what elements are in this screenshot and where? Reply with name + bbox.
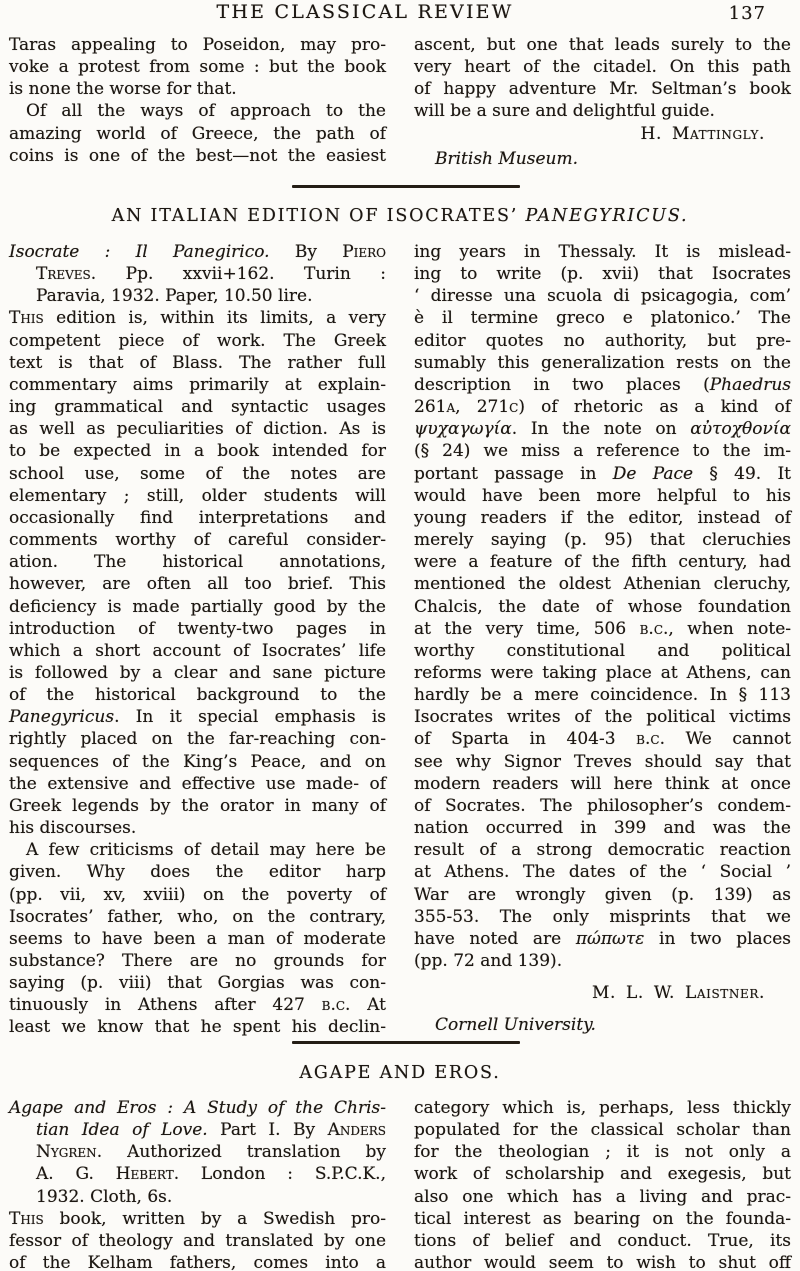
text-line: sequences of the King’s Peace, and on bbox=[9, 751, 386, 772]
text-line: have noted are πώπωτε in two places bbox=[414, 928, 791, 949]
signature-line: H. Mattingly. bbox=[640, 123, 765, 144]
text-line: sumably this generalization rests on the bbox=[414, 352, 791, 373]
text-line: of Socrates. The philosopher’s condem- bbox=[414, 795, 791, 816]
isocrates-review-left-column bbox=[9, 241, 386, 1039]
text-line: introduction of twenty-two pages in bbox=[9, 618, 386, 639]
text-line: for the theologian ; it is not only a bbox=[414, 1142, 791, 1163]
text-line: ‘ diresse una scuola di psicagogia, com’ bbox=[414, 286, 791, 307]
text-line: text is that of Blass. The rather full bbox=[9, 352, 386, 373]
text-line: ation. The historical annotations, bbox=[9, 552, 386, 573]
text-line: Nygren. Authorized translation by bbox=[36, 1142, 386, 1163]
text-line: as well as peculiarities of diction. As is bbox=[9, 419, 386, 440]
text-line: War are wrongly given (p. 139) as bbox=[414, 884, 791, 905]
text-line: Isocrates’ father, who, on the contrary, bbox=[9, 906, 386, 927]
text-line: ing years in Thessaly. It is mislead- bbox=[414, 242, 791, 262]
text-line: see why Signor Treves should say that bbox=[414, 751, 791, 772]
text-line: hardly be a mere coincidence. In § 113 bbox=[414, 685, 791, 706]
text-line: (§ 24) we miss a reference to the im- bbox=[414, 441, 791, 462]
text-line: voke a protest from some : but the book bbox=[9, 57, 386, 78]
text-line: tian Idea of Love. Part I. By Anders bbox=[36, 1120, 386, 1141]
affiliation-line: Cornell University. bbox=[435, 1015, 596, 1036]
text-line: commentary aims primarily at explain- bbox=[9, 374, 386, 395]
isocrates-review-right-column bbox=[414, 241, 791, 1036]
text-line: which a short account of Isocrates’ life bbox=[9, 640, 386, 661]
text-line: Isocrate : Il Panegirico. By Piero bbox=[9, 242, 387, 262]
text-line: ing to write (p. xvii) that Isocrates bbox=[414, 264, 791, 285]
text-line: modern readers will here think at once bbox=[414, 773, 791, 794]
text-line: rightly placed on the far-reaching con- bbox=[9, 729, 386, 750]
text-line: portant passage in De Pace § 49. It bbox=[414, 463, 791, 484]
text-line: fessor of theology and translated by one bbox=[9, 1230, 386, 1251]
text-line: to be expected in a book intended for bbox=[9, 441, 386, 462]
text-line: reforms were taking place at Athens, can bbox=[414, 662, 791, 683]
text-line: will be a sure and delightful guide. bbox=[414, 101, 715, 122]
text-line: amazing world of Greece, the path of bbox=[9, 123, 386, 144]
signature-line: M. L. W. Laistner. bbox=[591, 983, 765, 1004]
text-line: mentioned the oldest Athenian cleruchy, bbox=[414, 574, 791, 595]
text-line: Taras appealing to Poseidon, may pro- bbox=[9, 35, 386, 55]
text-line: were a feature of the fifth century, had bbox=[414, 552, 791, 573]
text-line: coins is one of the best—not the easiest bbox=[9, 145, 386, 166]
text-line: category which is, perhaps, less thickly bbox=[414, 1098, 791, 1118]
text-line: Greek legends by the orator in many of bbox=[9, 795, 386, 816]
text-line: This edition is, within its limits, a very bbox=[9, 308, 386, 329]
text-line: Panegyricus. In it special emphasis is bbox=[9, 707, 386, 728]
text-line: ing grammatical and syntactic usages bbox=[9, 397, 386, 418]
text-line: substance? There are no grounds for bbox=[9, 951, 386, 971]
text-line: saying (p. viii) that Gorgias was con- bbox=[9, 973, 386, 994]
section-heading-agape: AGAPE AND EROS. bbox=[299, 1063, 501, 1083]
text-line: nation occurred in 399 and was the bbox=[414, 818, 791, 839]
text-line: at Athens. The dates of the ‘ Social ’ bbox=[414, 862, 791, 883]
text-line: would have been more helpful to his bbox=[414, 485, 791, 506]
journal-title: THE CLASSICAL REVIEW bbox=[216, 1, 514, 23]
text-line: very heart of the citadel. On this path bbox=[414, 57, 791, 78]
agape-review-left-column bbox=[9, 1097, 386, 1271]
text-line: Agape and Eros : A Study of the Chris- bbox=[9, 1098, 386, 1118]
text-line: Of all the ways of approach to the bbox=[26, 101, 386, 122]
page-number: 137 bbox=[728, 3, 766, 24]
section-heading-isocrates: AN ITALIAN EDITION OF ISOCRATES’ PANEGYRICUS. bbox=[111, 206, 689, 226]
text-line: A few criticisms of detail may here be bbox=[26, 840, 386, 861]
text-line: of Sparta in 404-3 b.c. We cannot bbox=[414, 729, 791, 750]
text-line: (pp. vii, xv, xviii) on the poverty of bbox=[9, 884, 386, 905]
mattingly-review-left-column bbox=[9, 34, 386, 167]
mattingly-review-right-column bbox=[414, 34, 791, 170]
text-line: editor quotes no authority, but pre- bbox=[414, 330, 791, 351]
text-line: merely saying (p. 95) that cleruchies bbox=[414, 530, 791, 551]
text-line: elementary ; still, older students will bbox=[9, 485, 386, 506]
text-line: Paravia, 1932. Paper, 10.50 lire. bbox=[36, 286, 313, 307]
text-line: school use, some of the notes are bbox=[9, 463, 386, 484]
text-line: of the historical background to the bbox=[9, 685, 386, 706]
text-line: at the very time, 506 b.c., when note- bbox=[414, 618, 791, 639]
text-line: populated for the classical scholar than bbox=[414, 1120, 791, 1141]
text-line: is followed by a clear and sane picture bbox=[9, 662, 386, 683]
text-line: result of a strong democratic reaction bbox=[414, 840, 791, 861]
text-line: least we know that he spent his declin- bbox=[9, 1017, 386, 1038]
text-line: ascent, but one that leads surely to the bbox=[414, 35, 791, 55]
text-line: given. Why does the editor harp bbox=[9, 862, 386, 883]
text-line: of happy adventure Mr. Seltman’s book bbox=[414, 79, 791, 100]
text-line: is none the worse for that. bbox=[9, 79, 237, 100]
text-line: ψυχαγωγία. In the note on αὐτοχθονία bbox=[414, 419, 791, 440]
text-line: however, are often all too brief. This bbox=[9, 574, 386, 595]
text-line: work of scholarship and exegesis, but bbox=[414, 1164, 791, 1185]
agape-review-right-column bbox=[414, 1097, 791, 1271]
text-line: tical interest as bearing on the founda- bbox=[414, 1208, 791, 1229]
text-line: tions of belief and conduct. True, its bbox=[414, 1230, 791, 1251]
text-line: (pp. 72 and 139). bbox=[414, 951, 563, 971]
text-line: Treves. Pp. xxvii+162. Turin : bbox=[36, 264, 386, 285]
section-divider-rule bbox=[292, 1041, 520, 1044]
text-line: competent piece of work. The Greek bbox=[9, 330, 386, 351]
text-line: 355-53. The only misprints that we bbox=[414, 906, 791, 927]
text-line: Chalcis, the date of whose foundation bbox=[414, 596, 791, 617]
text-line: deficiency is made partially good by the bbox=[9, 596, 386, 617]
text-line: author would seem to wish to shut off bbox=[414, 1253, 791, 1271]
text-line: è il termine greco e platonico.’ The bbox=[414, 308, 791, 329]
text-line: A. G. Hebert. London : S.P.C.K., bbox=[36, 1164, 386, 1185]
text-line: the extensive and effective use made- of bbox=[9, 773, 386, 794]
text-line: This book, written by a Swedish pro- bbox=[9, 1208, 386, 1229]
text-line: worthy constitutional and political bbox=[414, 640, 791, 661]
text-line: also one which has a living and prac- bbox=[414, 1186, 791, 1207]
text-line: comments worthy of careful consider- bbox=[9, 530, 386, 551]
text-line: occasionally find interpretations and bbox=[9, 507, 386, 528]
section-divider-rule bbox=[292, 185, 520, 188]
text-line: of the Kelham fathers, comes into a bbox=[9, 1253, 386, 1271]
text-line: tinuously in Athens after 427 b.c. At bbox=[9, 995, 386, 1016]
text-line: 261a, 271c) of rhetoric as a kind of bbox=[414, 397, 791, 418]
text-line: seems to have been a man of moderate bbox=[9, 928, 386, 949]
text-line: young readers if the editor, instead of bbox=[414, 507, 791, 528]
text-line: 1932. Cloth, 6s. bbox=[36, 1186, 173, 1207]
text-line: his discourses. bbox=[9, 818, 137, 839]
affiliation-line: British Museum. bbox=[435, 148, 579, 169]
text-line: description in two places (Phaedrus bbox=[414, 374, 791, 395]
text-line: Isocrates writes of the political victims bbox=[414, 707, 791, 728]
